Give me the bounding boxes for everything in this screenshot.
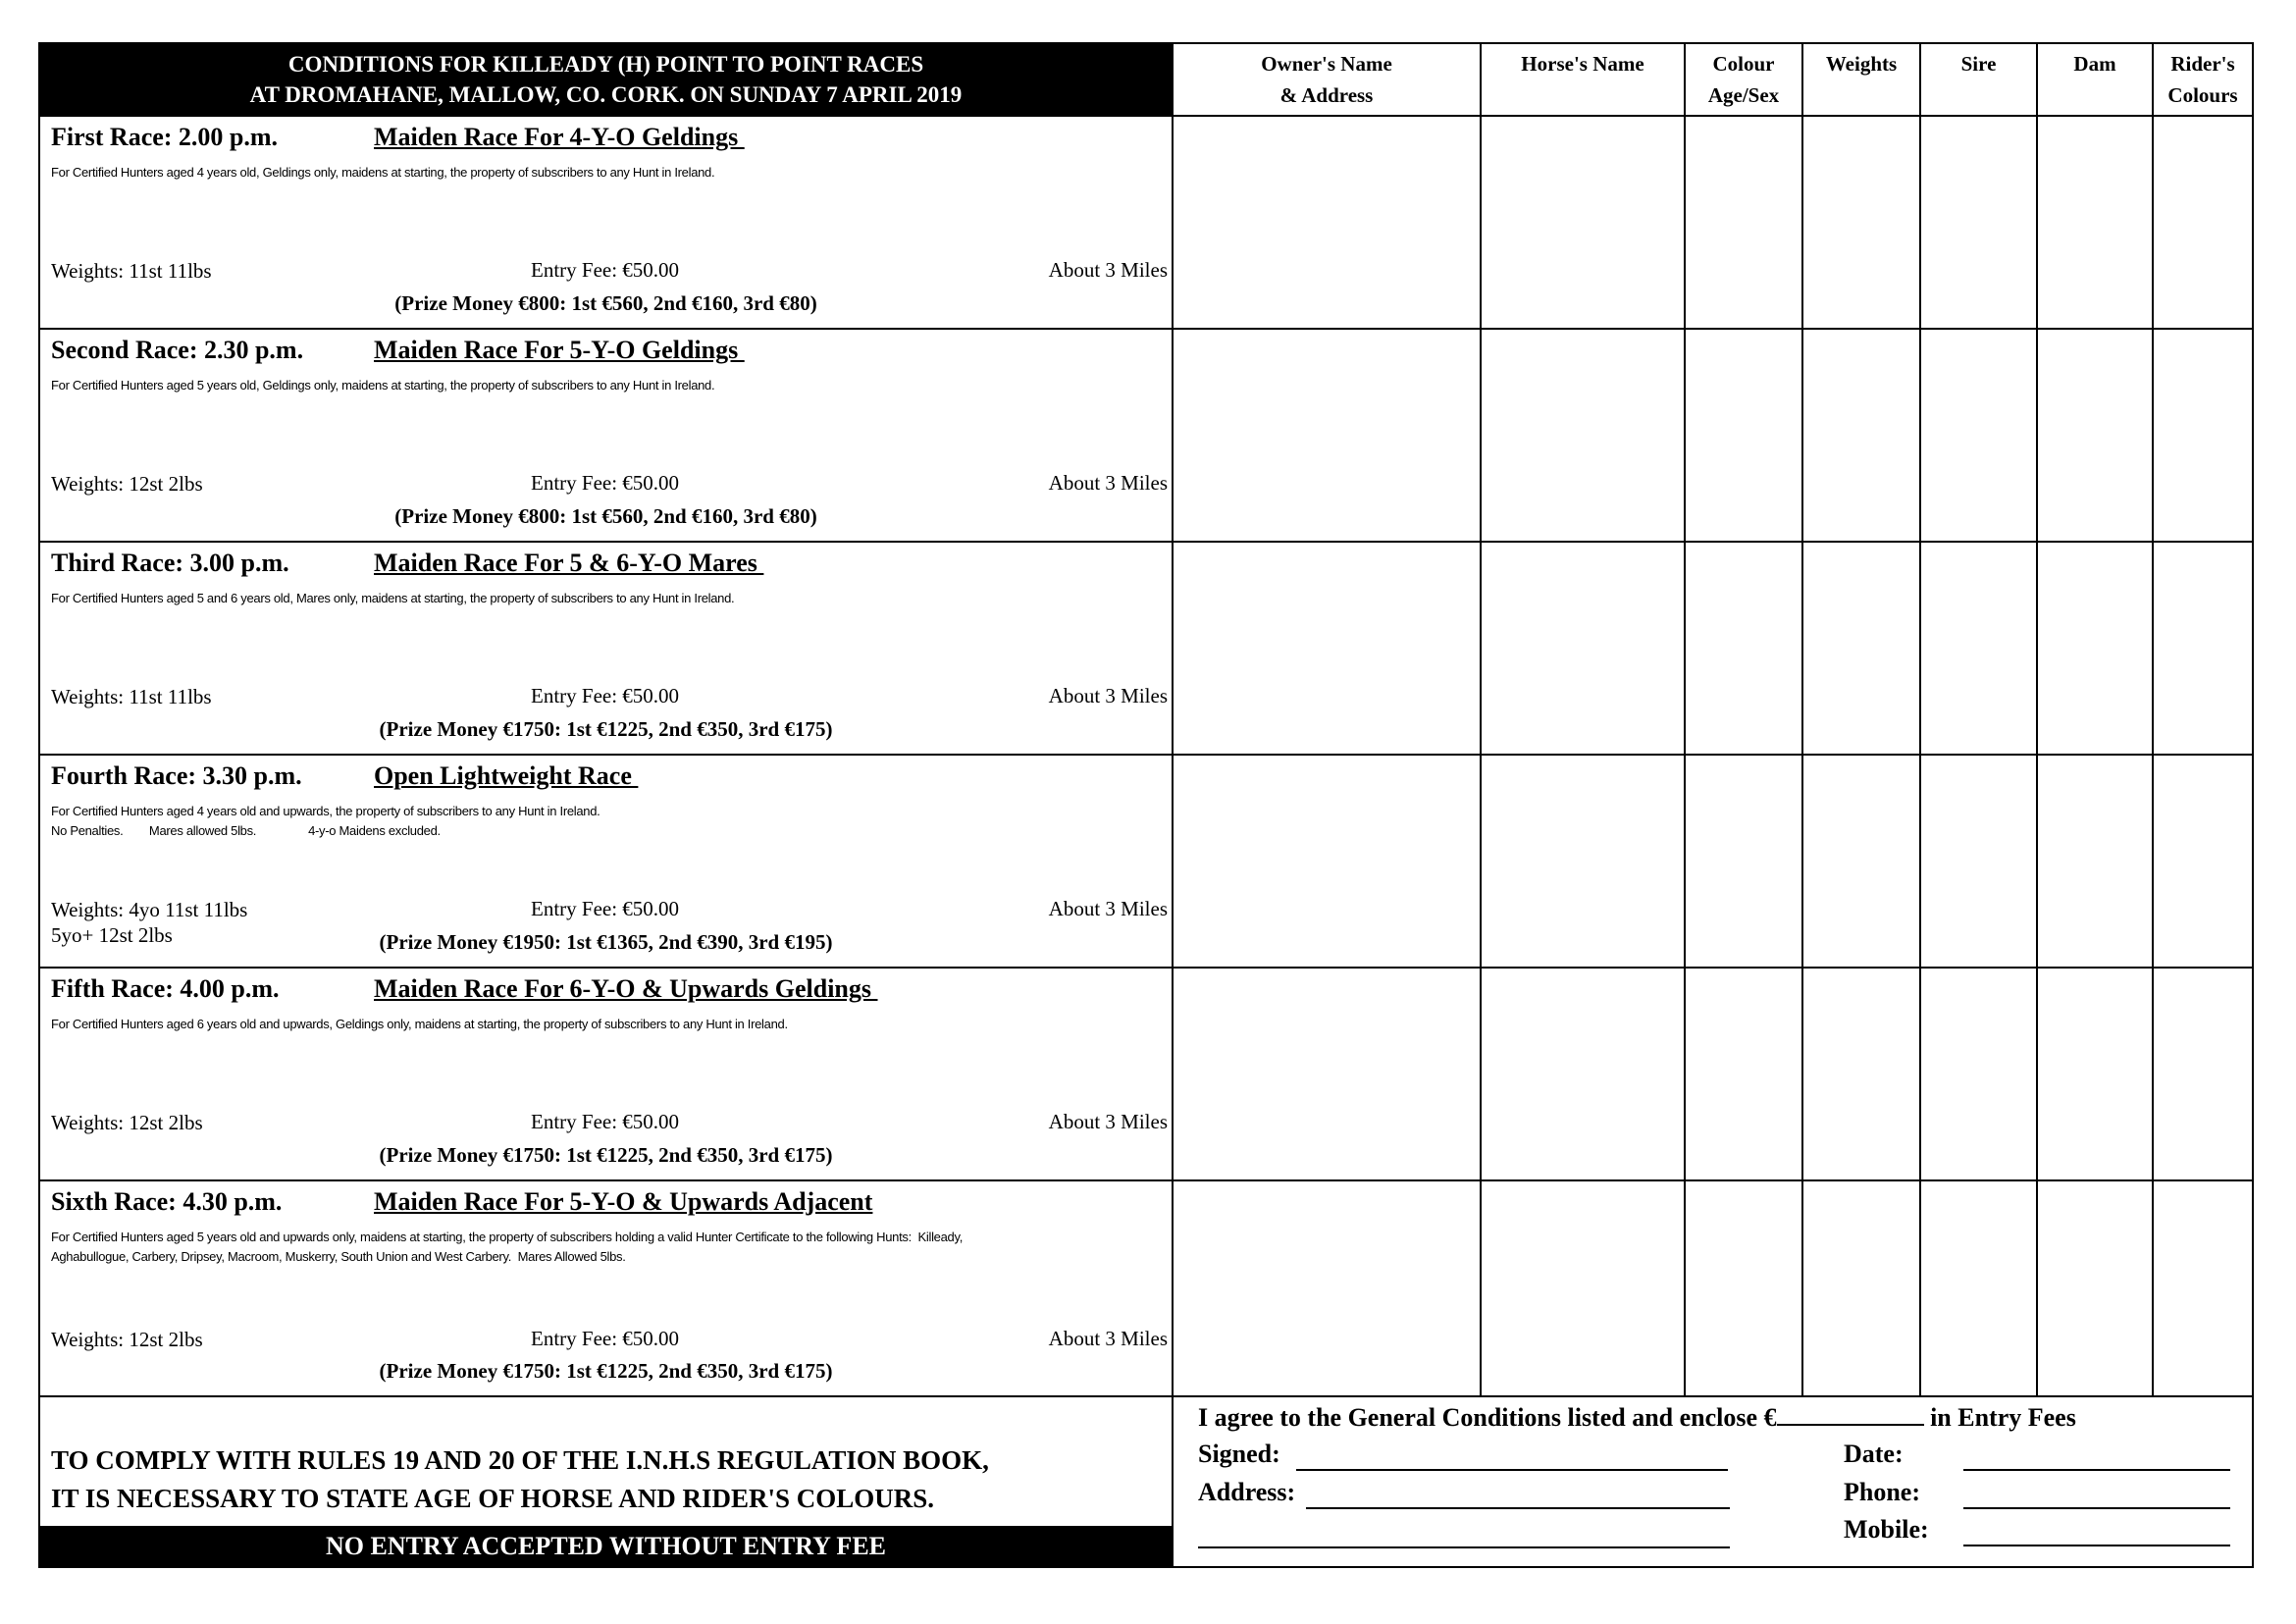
race-entry-fee: Entry Fee: €50.00: [531, 258, 680, 282]
column-header-dam: [2038, 44, 2152, 115]
race-name: Open Lightweight Race: [374, 761, 639, 790]
grid-divider: [40, 1395, 2252, 1397]
race-section: [40, 1181, 1172, 1395]
column-header-label: & Address: [1279, 83, 1374, 107]
grid-divider: [1684, 44, 1686, 1397]
race-weights: Weights: 11st 11lbs: [51, 259, 212, 283]
column-header-label: Owner's Name: [1261, 52, 1392, 76]
phone-field[interactable]: [1963, 1507, 2230, 1509]
date-label: Date:: [1844, 1440, 1904, 1468]
form-title: [40, 44, 1172, 115]
address-label: Address:: [1198, 1478, 1296, 1506]
race-distance: About 3 Miles: [1048, 897, 1168, 920]
race-entry-fee: Entry Fee: €50.00: [531, 1110, 680, 1133]
race-section: [40, 330, 1172, 541]
race-prize-money: (Prize Money €1750: 1st €1225, 2nd €350, 3rd €175): [379, 1143, 833, 1167]
column-header-label: Rider's: [2170, 52, 2235, 76]
race-time: Second Race: 2.30 p.m.: [51, 336, 304, 364]
race-distance: About 3 Miles: [1048, 1327, 1168, 1350]
column-header-label: Colour: [1712, 52, 1775, 76]
race-distance: About 3 Miles: [1048, 258, 1168, 282]
race-name: Maiden Race For 5-Y-O & Upwards Adjacent: [374, 1187, 873, 1216]
column-header-label: Horse's Name: [1521, 52, 1644, 76]
race-section: [40, 756, 1172, 967]
race-section: [40, 117, 1172, 328]
race-prize-money: (Prize Money €1950: 1st €1365, 2nd €390, 3rd €195): [379, 930, 833, 954]
race-conditions: For Certified Hunters aged 5 and 6 years old, Mares only, maidens at starting, the property of subscribers to any Hunt in Ireland.: [51, 591, 735, 605]
race-entry-fee: Entry Fee: €50.00: [531, 684, 680, 707]
mobile-field[interactable]: [1963, 1545, 2230, 1546]
title-line-1: CONDITIONS FOR KILLEADY (H) POINT TO POINT RACES: [287, 52, 924, 77]
race-distance: About 3 Miles: [1048, 1110, 1168, 1133]
race-conditions: For Certified Hunters aged 5 years old and upwards only, maidens at starting, the property of subscribers holding a valid Hunter Certificate to the following Hunts: Killeady, Aghabullogue, Carbery, Dripsey, Macroom, Muskerry, South Union and West Carbery. Mares Allowed 5lbs.: [51, 1230, 964, 1264]
race-weights: Weights: 12st 2lbs: [51, 1328, 203, 1351]
declaration-prefix: I agree to the General Conditions listed and enclose €: [1198, 1403, 1777, 1432]
race-entry-fee: Entry Fee: €50.00: [531, 897, 680, 920]
rules-line-1: TO COMPLY WITH RULES 19 AND 20 OF THE I.N.H.S REGULATION BOOK,: [51, 1445, 989, 1475]
race-prize-money: (Prize Money €800: 1st €560, 2nd €160, 3rd €80): [394, 291, 817, 315]
race-weights: Weights: 12st 2lbs: [51, 1111, 203, 1134]
declaration-suffix: in Entry Fees: [1930, 1403, 2076, 1432]
column-header-riders-colours: [2154, 44, 2252, 115]
rules-notice: [51, 1441, 989, 1518]
race-prize-money: (Prize Money €1750: 1st €1225, 2nd €350, 3rd €175): [379, 717, 833, 741]
race-conditions: For Certified Hunters aged 5 years old, Geldings only, maidens at starting, the property of subscribers to any Hunt in Ireland.: [51, 378, 715, 393]
race-weights: Weights: 12st 2lbs: [51, 472, 203, 496]
race-entry-fee: Entry Fee: €50.00: [531, 1327, 680, 1350]
column-header-label: Age/Sex: [1707, 83, 1780, 107]
grid-divider: [2152, 44, 2154, 1397]
declaration-text: [1198, 1402, 2076, 1433]
grid-divider: [1801, 44, 1803, 1397]
column-header-label: Dam: [2073, 52, 2116, 76]
signed-field[interactable]: [1296, 1469, 1728, 1471]
grid-divider: [1480, 44, 1482, 1397]
column-header-label: Colours: [2167, 83, 2238, 107]
race-conditions: For Certified Hunters aged 4 years old and upwards, the property of subscribers to any Hunt in Ireland. No Penalties. Mares allowed 5lbs. 4-y-o Maidens excluded.: [51, 804, 600, 838]
race-section: [40, 969, 1172, 1179]
race-weights: Weights: 4yo 11st 11lbs 5yo+ 12st 2lbs: [51, 898, 248, 947]
race-name: Maiden Race For 5 & 6-Y-O Mares: [374, 549, 764, 577]
mobile-label: Mobile:: [1844, 1515, 1929, 1544]
race-time: First Race: 2.00 p.m.: [51, 123, 279, 151]
race-time: Fourth Race: 3.30 p.m.: [51, 761, 302, 790]
column-header-sire: [1921, 44, 2036, 115]
race-name: Maiden Race For 4-Y-O Geldings: [374, 123, 745, 151]
grid-divider: [1172, 44, 1174, 1566]
race-prize-money: (Prize Money €1750: 1st €1225, 2nd €350, 3rd €175): [379, 1359, 833, 1383]
grid-divider: [2036, 44, 2038, 1397]
race-conditions: For Certified Hunters aged 6 years old and upwards, Geldings only, maidens at starting, the property of subscribers to any Hunt in Ireland.: [51, 1017, 788, 1031]
signed-label: Signed:: [1198, 1440, 1280, 1468]
race-prize-money: (Prize Money €800: 1st €560, 2nd €160, 3rd €80): [394, 504, 817, 528]
race-time: Third Race: 3.00 p.m.: [51, 549, 289, 577]
race-time: Fifth Race: 4.00 p.m.: [51, 974, 280, 1003]
phone-label: Phone:: [1844, 1478, 1920, 1506]
column-header-colour: [1686, 44, 1801, 115]
rules-line-2: IT IS NECESSARY TO STATE AGE OF HORSE AND RIDER'S COLOURS.: [51, 1484, 935, 1513]
address-field-line-2[interactable]: [1198, 1546, 1730, 1548]
race-time: Sixth Race: 4.30 p.m.: [51, 1187, 283, 1216]
race-distance: About 3 Miles: [1048, 684, 1168, 707]
race-weights: Weights: 11st 11lbs: [51, 685, 212, 708]
race-name: Maiden Race For 6-Y-O & Upwards Geldings: [374, 974, 878, 1003]
column-header-label: Weights: [1825, 52, 1898, 76]
race-section: [40, 543, 1172, 754]
grid-divider: [1919, 44, 1921, 1397]
no-entry-banner: NO ENTRY ACCEPTED WITHOUT ENTRY FEE: [40, 1526, 1172, 1566]
column-header-horse: [1482, 44, 1684, 115]
title-line-2: AT DROMAHANE, MALLOW, CO. CORK. ON SUNDAY 7 APRIL 2019: [249, 82, 963, 107]
race-entry-fee: Entry Fee: €50.00: [531, 471, 680, 495]
column-header-label: Sire: [1960, 52, 1997, 76]
race-distance: About 3 Miles: [1048, 471, 1168, 495]
date-field[interactable]: [1963, 1469, 2230, 1471]
race-name: Maiden Race For 5-Y-O Geldings: [374, 336, 745, 364]
address-field-line-1[interactable]: [1306, 1507, 1730, 1509]
race-conditions: For Certified Hunters aged 4 years old, Geldings only, maidens at starting, the property of subscribers to any Hunt in Ireland.: [51, 165, 715, 180]
entry-form: [38, 42, 2254, 1568]
column-header-owner: [1174, 44, 1480, 115]
entry-fee-amount-field[interactable]: [1777, 1402, 1924, 1426]
column-header-weights: [1803, 44, 1919, 115]
